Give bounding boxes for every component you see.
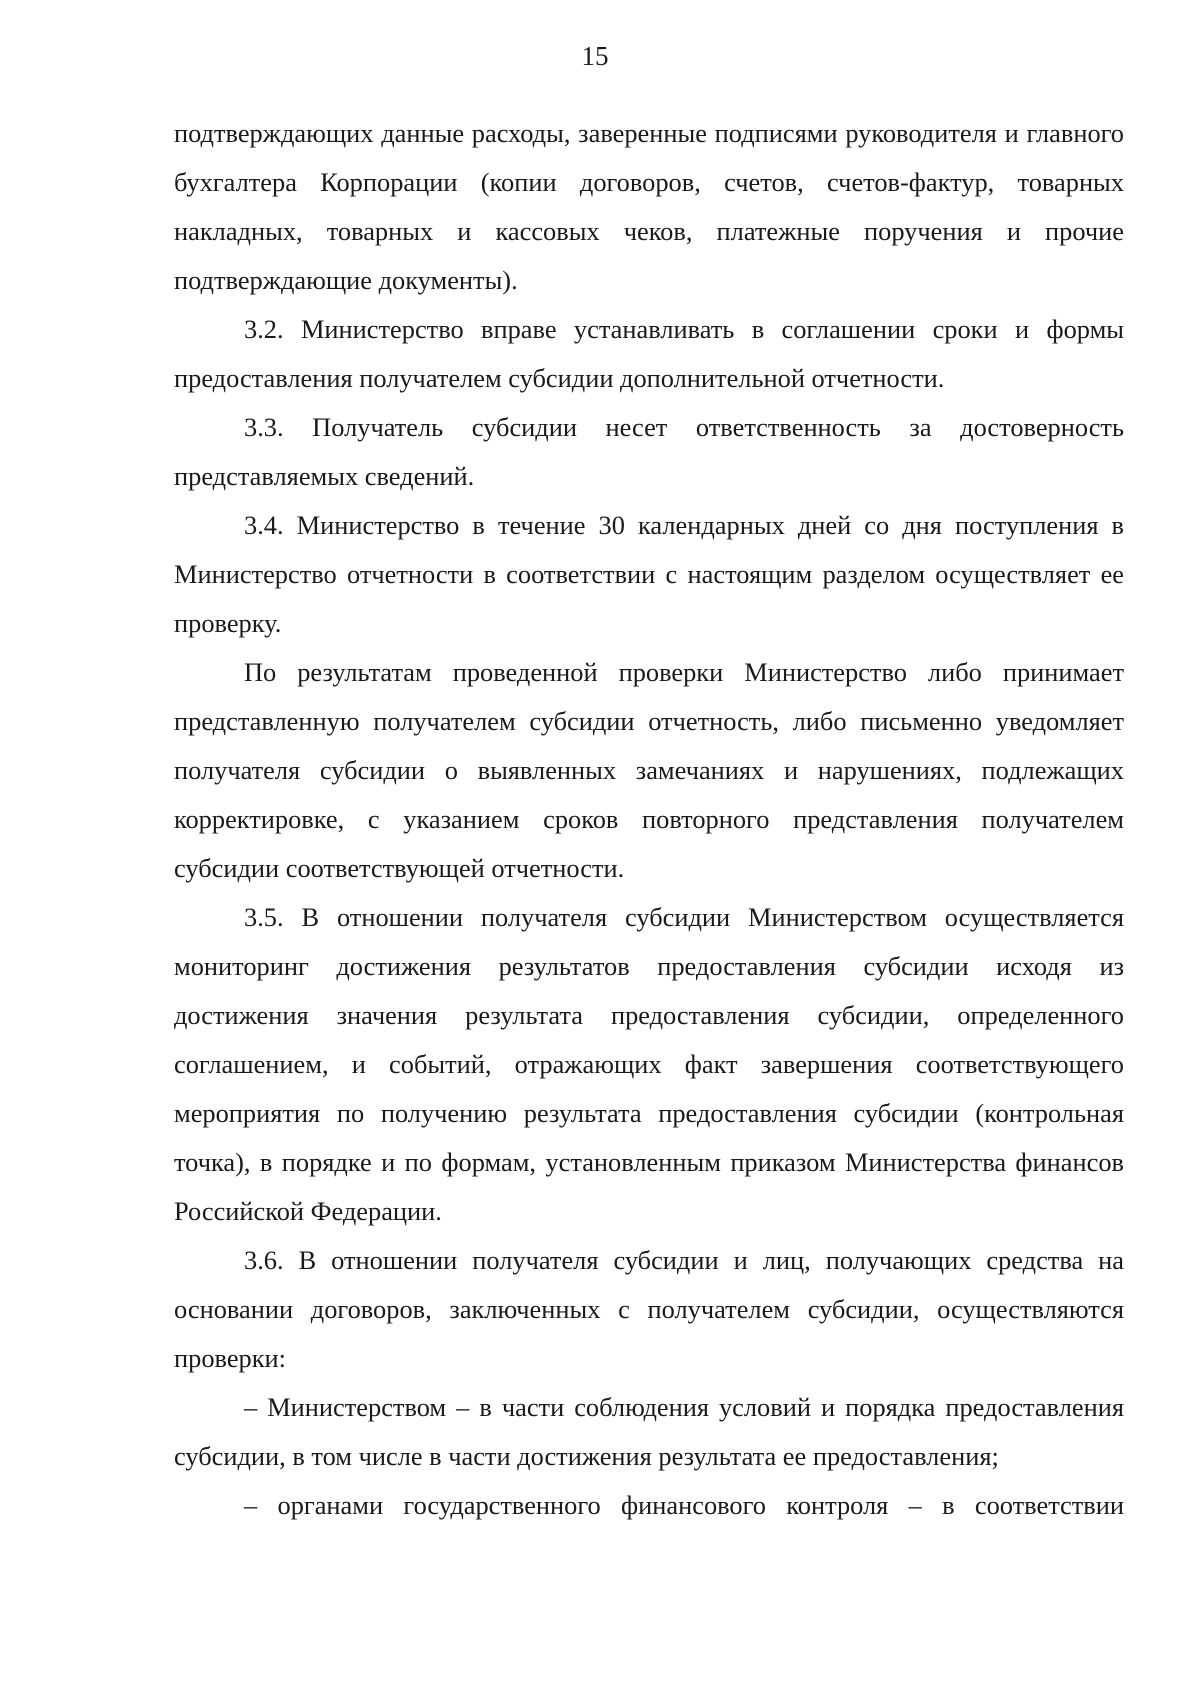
paragraph-check-results: По результатам проведенной проверки Министерство либо принимает представленную получателем субсидии отчетность, либо письменно уведомляет получателя субсидии о выявленных замечаниях и нарушениях, подлежащих корректировке, с указанием сроков повторного представления получателем субсидии соответствующей отчетности. bbox=[174, 657, 1124, 883]
paragraph-3-2: 3.2. Министерство вправе устанавливать в соглашении сроки и формы предоставления получателем субсидии дополнительной отчетности. bbox=[174, 314, 1124, 393]
page-number: 15 bbox=[581, 41, 609, 71]
paragraph-3-5: 3.5. В отношении получателя субсидии Министерством осуществляется мониторинг достижения результатов предоставления субсидии исходя из достижения значения результата предоставления субсидии, определенного соглашением, и событий, отражающих факт завершения соответствующего мероприятия по получению результата предоставления субсидии (контрольная точка), в порядке и по формам, установленным приказом Министерства финансов Российской Федерации. bbox=[174, 902, 1124, 1226]
paragraph-3-4: 3.4. Министерство в течение 30 календарных дней со дня поступления в Министерство отчетности в соответствии с настоящим разделом осуществляет ее проверку. bbox=[174, 510, 1124, 638]
paragraph-3-6: 3.6. В отношении получателя субсидии и лиц, получающих средства на основании договоров, заключенных с получателем субсидии, осуществляются проверки: bbox=[174, 1245, 1124, 1373]
list-item-financial-control: – органами государственного финансового контроля – в соответствии bbox=[244, 1490, 1124, 1520]
list-item-ministry: – Министерством – в части соблюдения условий и порядка предоставления субсидии, в том числе в части достижения результата ее предоставления; bbox=[174, 1392, 1124, 1471]
document-body bbox=[174, 109, 1124, 1530]
paragraph-3-3: 3.3. Получатель субсидии несет ответственность за достоверность представляемых сведений. bbox=[174, 412, 1124, 491]
paragraph-continuation: подтверждающих данные расходы, заверенные подписями руководителя и главного бухгалтера Корпорации (копии договоров, счетов, счетов-фактур, товарных накладных, товарных и кассовых чеков, платежные поручения и прочие подтверждающие документы). bbox=[174, 118, 1124, 295]
